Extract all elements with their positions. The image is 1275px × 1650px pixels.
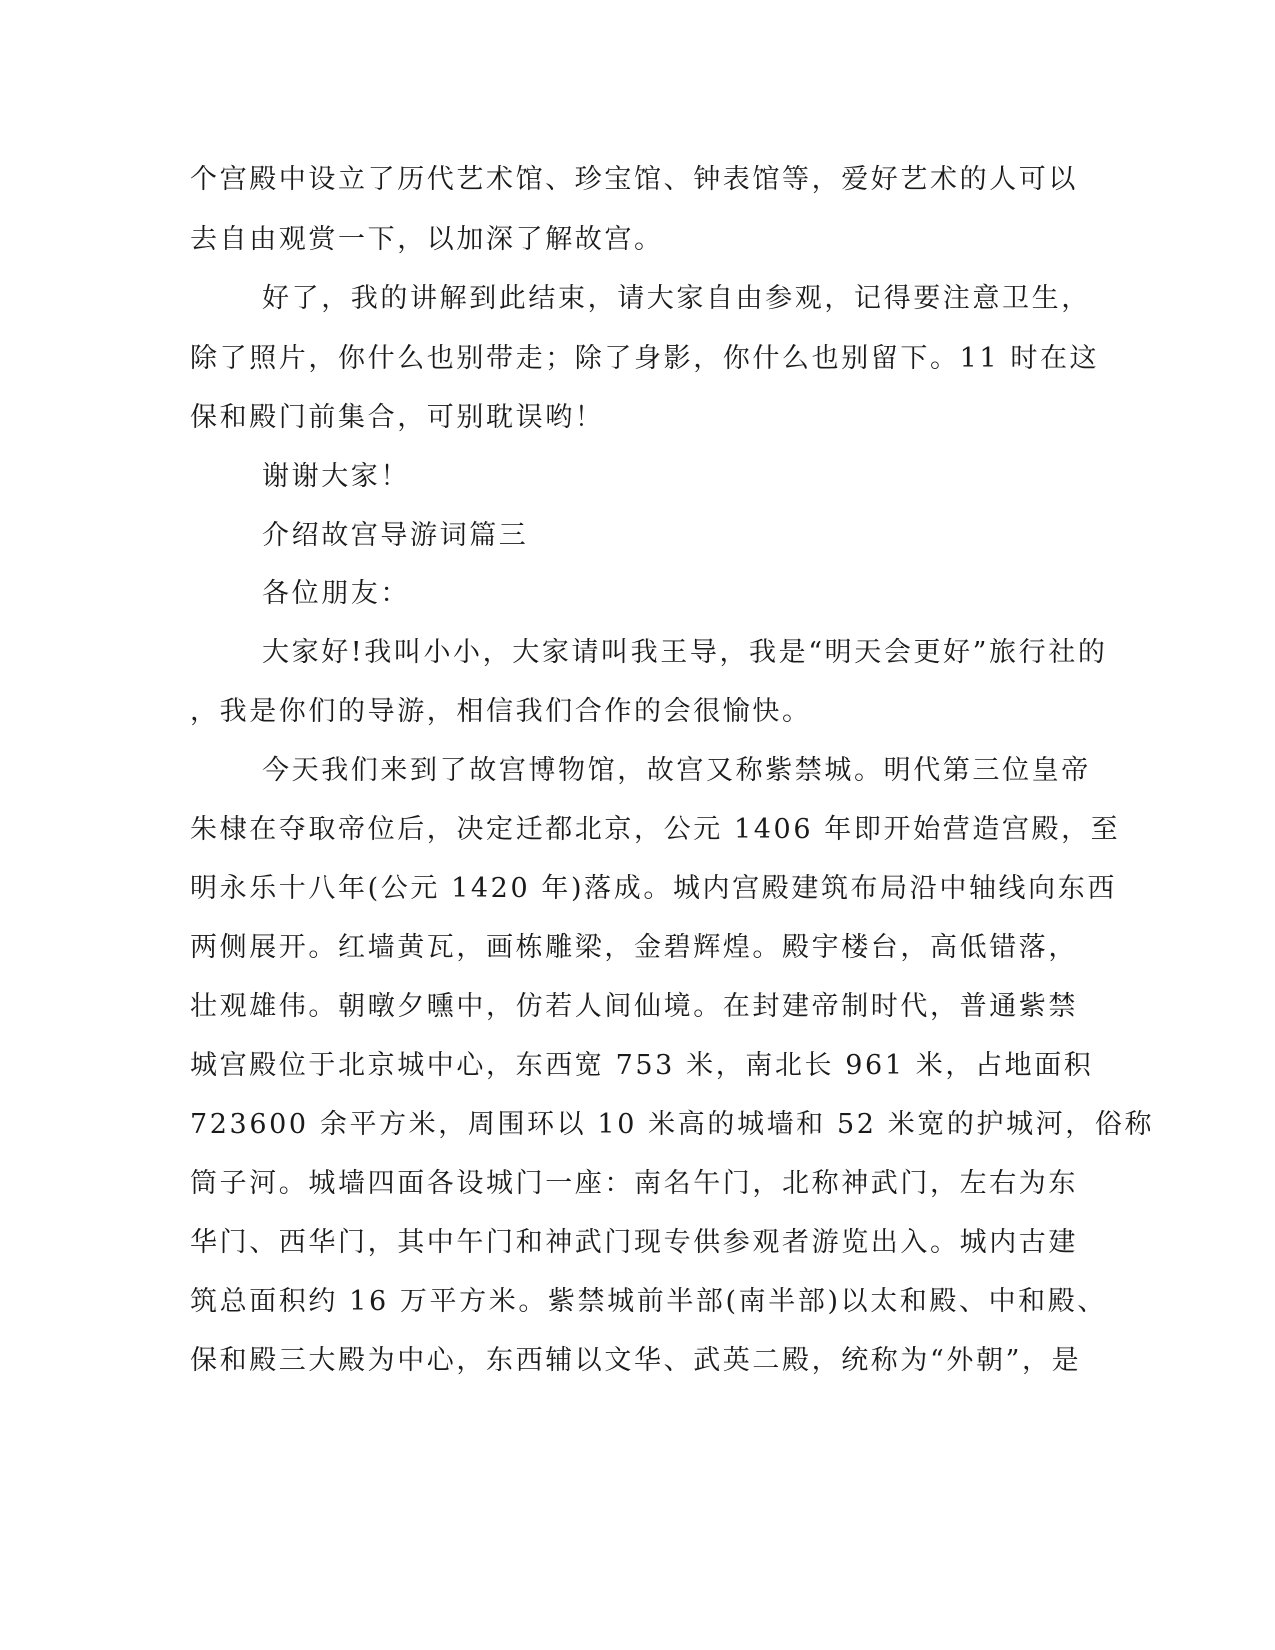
text-line: 谢谢大家！ xyxy=(262,461,410,492)
text-line: 筒子河。城墙四面各设城门一座：南名午门，北称神武门，左右为东 xyxy=(190,1168,1078,1199)
text-line: 去自由观赏一下，以加深了解故宫。 xyxy=(190,224,664,255)
text-line: 个宫殿中设立了历代艺术馆、珍宝馆、钟表馆等，爱好艺术的人可以 xyxy=(190,164,1078,195)
text-line: 保和殿门前集合，可别耽误哟！ xyxy=(190,402,605,433)
text-line: 除了照片，你什么也别带走；除了身影，你什么也别留下。11 时在这 xyxy=(190,343,1100,374)
text-line: ，我是你们的导游，相信我们合作的会很愉快。 xyxy=(190,696,812,727)
text-line: 各位朋友： xyxy=(262,578,410,609)
text-line: 明永乐十八年(公元 1420 年)落成。城内宫殿建筑布局沿中轴线向东西 xyxy=(190,873,1117,904)
text-line: 今天我们来到了故宫博物馆，故宫又称紫禁城。明代第三位皇帝 xyxy=(262,755,1091,786)
text-line: 筑总面积约 16 万平方米。紫禁城前半部(南半部)以太和殿、中和殿、 xyxy=(190,1286,1107,1317)
text-line: 壮观雄伟。朝暾夕曛中，仿若人间仙境。在封建帝制时代，普通紫禁 xyxy=(190,991,1078,1022)
text-line: 城宫殿位于北京城中心，东西宽 753 米，南北长 961 米，占地面积 xyxy=(190,1050,1094,1081)
text-line: 朱棣在夺取帝位后，决定迁都北京，公元 1406 年即开始营造宫殿，至 xyxy=(190,814,1121,845)
text-line: 好了，我的讲解到此结束，请大家自由参观，记得要注意卫生， xyxy=(262,283,1091,314)
text-line: 723600 余平方米，周围环以 10 米高的城墙和 52 米宽的护城河，俗称 xyxy=(190,1109,1155,1140)
section-heading: 介绍故宫导游词篇三 xyxy=(262,520,529,551)
text-line: 华门、西华门，其中午门和神武门现专供参观者游览出入。城内古建 xyxy=(190,1227,1078,1258)
text-line: 保和殿三大殿为中心，东西辅以文华、武英二殿，统称为“外朝”，是 xyxy=(190,1345,1082,1376)
text-line: 大家好!我叫小小，大家请叫我王导，我是“明天会更好”旅行社的 xyxy=(262,637,1108,668)
text-line: 两侧展开。红墙黄瓦，画栋雕梁，金碧辉煌。殿宇楼台，高低错落， xyxy=(190,932,1078,963)
